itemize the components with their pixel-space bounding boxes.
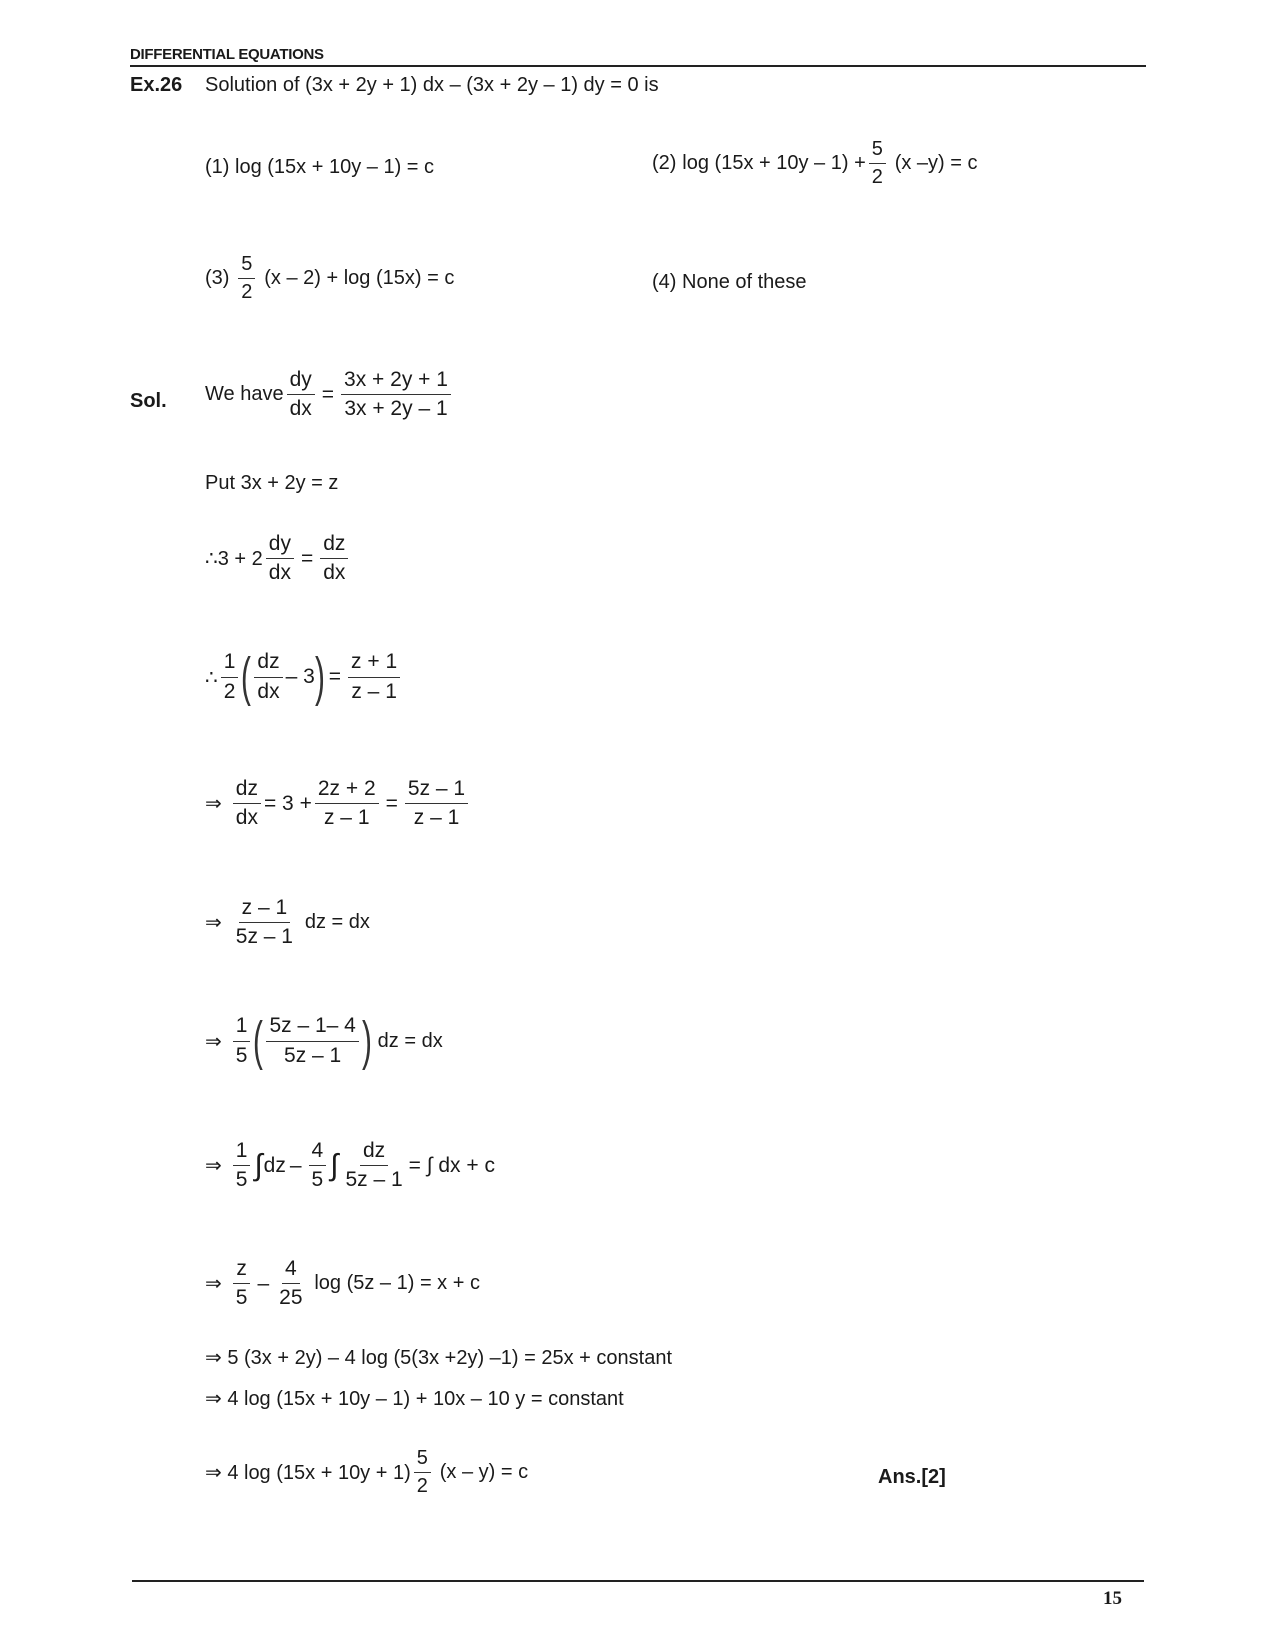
option-1 bbox=[205, 156, 434, 179]
answer-label: Ans.[2] bbox=[878, 1466, 946, 1488]
question-label: Ex.26 bbox=[130, 74, 183, 96]
section-header: DIFFERENTIAL EQUATIONS bbox=[130, 46, 324, 63]
option-text: None of these bbox=[682, 271, 807, 293]
option-id: (1) bbox=[205, 156, 230, 178]
fraction: $\frac{1}{5}$ bbox=[233, 1014, 251, 1067]
fraction: $\frac{5}{2}$ bbox=[414, 1447, 431, 1498]
solution-step-8: ⇒ $\frac{1}{5}$ ∫ dz – $\frac{4}{5}$ ∫ $\frac{dz}{5z - 1}$ = ∫ dx + c bbox=[205, 1139, 495, 1192]
fraction: $\frac{2z + 2}{z - 1}$ bbox=[315, 777, 379, 830]
fraction: $\frac{dz}{dx}$ bbox=[320, 532, 348, 585]
option-id: (4) bbox=[652, 271, 677, 293]
left-paren: ( bbox=[253, 1011, 264, 1071]
integral-sign: ∫ bbox=[254, 1148, 263, 1182]
fraction: $\frac{3x + 2y + 1}{3x + 2y - 1}$ bbox=[341, 368, 451, 421]
option-text-pre: log (15x + 10y – 1) + bbox=[682, 152, 866, 174]
question-text: Solution of (3x + 2y + 1) dx – (3x + 2y – 1) dy = 0 is bbox=[205, 74, 659, 96]
option-2 bbox=[652, 138, 978, 189]
fraction: $\frac{1}{2}$ bbox=[221, 650, 239, 703]
header-rule bbox=[130, 65, 1146, 67]
solution-step-4: ∴ $\frac{1}{2}$ ( $\frac{dz}{dx}$ – 3 ) = $\frac{z + 1}{z - 1}$ bbox=[205, 650, 403, 704]
page-number: 15 bbox=[1103, 1588, 1122, 1609]
fraction: $\frac{1}{5}$ bbox=[233, 1139, 251, 1192]
option-id: (2) bbox=[652, 152, 677, 174]
fraction: $\frac{z + 1}{z - 1}$ bbox=[348, 650, 400, 703]
right-paren: ) bbox=[314, 647, 325, 707]
solution-step-10: ⇒ 5 (3x + 2y) – 4 log (5(3x +2y) –1) = 25x + constant bbox=[205, 1347, 673, 1369]
implies-symbol: ⇒ bbox=[205, 1155, 222, 1178]
fraction: $\frac{dy}{dx}$ bbox=[266, 532, 294, 585]
solution-step-11: ⇒ 4 log (15x + 10y – 1) + 10x – 10 y = constant bbox=[205, 1388, 624, 1410]
option-3 bbox=[205, 253, 454, 304]
fraction: $\frac{dz}{dx}$ bbox=[254, 650, 282, 703]
left-paren: ( bbox=[241, 647, 252, 707]
solution-step-5: ⇒ $\frac{dz}{dx}$ = 3 + $\frac{2z + 2}{z - 1}$ = $\frac{5z - 1}{z - 1}$ bbox=[205, 777, 471, 830]
fraction: $\frac{5}{2}$ bbox=[238, 253, 255, 304]
option-id: (3) bbox=[205, 267, 230, 289]
fraction: $\frac{dz}{dx}$ bbox=[233, 777, 261, 830]
fraction: $\frac{5}{2}$ bbox=[869, 138, 886, 189]
right-paren: ) bbox=[361, 1011, 372, 1071]
solution-step-3: ∴3 + 2 $\frac{dy}{dx}$ = $\frac{dz}{dx}$ bbox=[205, 532, 351, 585]
fraction: $\frac{4}{25}$ bbox=[279, 1257, 303, 1310]
implies-symbol: ⇒ bbox=[205, 1030, 222, 1053]
solution-step-7: ⇒ $\frac{1}{5}$ ( $\frac{5z - 1- 4}{5z - 1}$ ) dz = dx bbox=[205, 1011, 443, 1071]
fraction: $\frac{z}{5}$ bbox=[233, 1257, 251, 1310]
fraction: $\frac{z - 1}{5z - 1}$ bbox=[235, 896, 293, 949]
option-4 bbox=[652, 271, 807, 294]
solution-step-2: Put 3x + 2y = z bbox=[205, 472, 339, 494]
option-text-post: (x – 2) + log (15x) = c bbox=[264, 267, 455, 289]
fraction: $\frac{dy}{dx}$ bbox=[287, 368, 315, 421]
option-text: log (15x + 10y – 1) = c bbox=[235, 156, 435, 178]
solution-step-9: ⇒ $\frac{z}{5}$ – $\frac{4}{25}$ log (5z – 1) = x + c bbox=[205, 1257, 480, 1310]
footer-rule bbox=[132, 1580, 1144, 1582]
solution-step-1: We have $\frac{dy}{dx}$ = $\frac{3x + 2y + 1}{3x + 2y - 1}$ bbox=[205, 368, 454, 421]
solution-label: Sol. bbox=[130, 390, 167, 412]
option-text-post: (x –y) = c bbox=[894, 152, 978, 174]
solution-step-6: ⇒ $\frac{z - 1}{5z - 1}$ dz = dx bbox=[205, 896, 370, 949]
implies-symbol: ⇒ bbox=[205, 1273, 222, 1296]
integral-sign: ∫ bbox=[330, 1148, 339, 1182]
fraction: $\frac{5z - 1}{z - 1}$ bbox=[405, 777, 468, 830]
fraction: $\frac{dz}{5z - 1}$ bbox=[345, 1139, 403, 1192]
implies-symbol: ⇒ bbox=[205, 793, 222, 816]
fraction: $\frac{5z - 1- 4}{5z - 1}$ bbox=[266, 1014, 358, 1067]
implies-symbol: ⇒ bbox=[205, 912, 222, 935]
solution-step-12: ⇒ 4 log (15x + 10y + 1) $\frac{5}{2}$ (x – y) = c bbox=[205, 1447, 529, 1497]
fraction: $\frac{4}{5}$ bbox=[309, 1139, 327, 1192]
